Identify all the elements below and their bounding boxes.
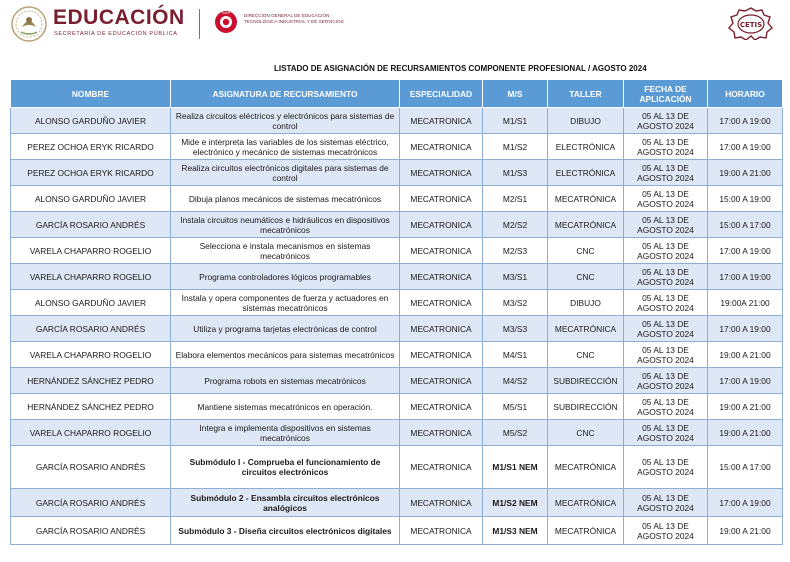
cell-especialidad: MECATRONICA — [400, 489, 483, 517]
document-title: LISTADO DE ASIGNACIÓN DE RECURSAMIENTOS COMPONENTE PROFESIONAL / AGOSTO 2024 — [274, 64, 647, 73]
cell-ms: M3/S2 — [483, 290, 548, 316]
cell-ms: M5/S1 — [483, 394, 548, 420]
cell-nombre: VARELA CHAPARRO ROGELIO — [11, 264, 171, 290]
cell-ms: M2/S2 — [483, 212, 548, 238]
cell-ms: M2/S1 — [483, 186, 548, 212]
cell-ms: M3/S1 — [483, 264, 548, 290]
cell-nombre: GARCÍA ROSARIO ANDRÉS — [11, 446, 171, 489]
cell-asignatura: Dibuja planos mecánicos de sistemas mecatrónicos — [171, 186, 400, 212]
column-header-horario: HORARIO — [708, 80, 783, 108]
cell-nombre: VARELA CHAPARRO ROGELIO — [11, 342, 171, 368]
cell-taller: SUBDIRECCIÓN — [548, 394, 624, 420]
national-emblem-logo — [10, 5, 48, 43]
cell-asignatura: Programa robots en sistemas mecatrónicos — [171, 368, 400, 394]
cell-nombre: VARELA CHAPARRO ROGELIO — [11, 420, 171, 446]
cell-asignatura: Instala circuitos neumáticos e hidráulicos en dispositivos mecatrónicos — [171, 212, 400, 238]
page-header — [0, 0, 790, 50]
table-header-row — [11, 80, 783, 108]
dgeti-logo-text: DGETI — [222, 12, 230, 16]
cell-ms: M4/S2 — [483, 368, 548, 394]
cell-taller: CNC — [548, 264, 624, 290]
cell-fecha: 05 AL 13 DE AGOSTO 2024 — [624, 290, 708, 316]
table-row — [11, 212, 783, 238]
cell-especialidad: MECATRONICA — [400, 446, 483, 489]
cell-especialidad: MECATRONICA — [400, 290, 483, 316]
cell-nombre: ALONSO GARDUÑO JAVIER — [11, 108, 171, 134]
cell-fecha: 05 AL 13 DE AGOSTO 2024 — [624, 212, 708, 238]
cetis-logo-text: CETIS — [739, 21, 763, 29]
cell-especialidad: MECATRONICA — [400, 186, 483, 212]
cell-taller: CNC — [548, 420, 624, 446]
cell-fecha: 05 AL 13 DE AGOSTO 2024 — [624, 517, 708, 545]
cell-especialidad: MECATRONICA — [400, 420, 483, 446]
column-header-asignatura: ASIGNATURA DE RECURSAMIENTO — [171, 80, 400, 108]
cell-asignatura: Utiliza y programa tarjetas electrónicas de control — [171, 316, 400, 342]
table-row — [11, 316, 783, 342]
assignment-table — [10, 79, 783, 545]
cell-fecha: 05 AL 13 DE AGOSTO 2024 — [624, 186, 708, 212]
cell-nombre: VARELA CHAPARRO ROGELIO — [11, 238, 171, 264]
cell-especialidad: MECATRONICA — [400, 238, 483, 264]
cell-fecha: 05 AL 13 DE AGOSTO 2024 — [624, 160, 708, 186]
cell-nombre: ALONSO GARDUÑO JAVIER — [11, 290, 171, 316]
cell-especialidad: MECATRONICA — [400, 108, 483, 134]
cell-especialidad: MECATRONICA — [400, 264, 483, 290]
cell-horario: 15:00 A 17:00 — [708, 212, 783, 238]
cell-ms: M3/S3 — [483, 316, 548, 342]
table-row — [11, 290, 783, 316]
cell-asignatura: Mantiene sistemas mecatrónicos en operación. — [171, 394, 400, 420]
cell-fecha: 05 AL 13 DE AGOSTO 2024 — [624, 489, 708, 517]
cell-horario: 15:00 A 19:00 — [708, 186, 783, 212]
cell-fecha: 05 AL 13 DE AGOSTO 2024 — [624, 134, 708, 160]
cell-taller: MECATRÓNICA — [548, 517, 624, 545]
cell-especialidad: MECATRONICA — [400, 134, 483, 160]
cell-ms: M1/S1 — [483, 108, 548, 134]
table-row — [11, 446, 783, 489]
brand-title: EDUCACIÓN — [53, 6, 185, 29]
table-row — [11, 517, 783, 545]
cell-asignatura: Submódulo I - Comprueba el funcionamiento de circuitos electrónicos — [171, 446, 400, 489]
cell-taller: DIBUJO — [548, 108, 624, 134]
cell-horario: 19:00 A 21:00 — [708, 394, 783, 420]
cell-horario: 17:00 A 19:00 — [708, 238, 783, 264]
cell-nombre: GARCÍA ROSARIO ANDRÉS — [11, 212, 171, 238]
cell-especialidad: MECATRONICA — [400, 394, 483, 420]
cell-nombre: PEREZ OCHOA ERYK RICARDO — [11, 134, 171, 160]
table-body — [11, 108, 783, 545]
cell-ms: M5/S2 — [483, 420, 548, 446]
cell-taller: MECATRÓNICA — [548, 212, 624, 238]
cell-taller: MECATRÓNICA — [548, 489, 624, 517]
cell-asignatura: Programa controladores lógicos programables — [171, 264, 400, 290]
table-row — [11, 264, 783, 290]
cell-fecha: 05 AL 13 DE AGOSTO 2024 — [624, 446, 708, 489]
column-header-taller: TALLER — [548, 80, 624, 108]
cell-ms: M1/S3 — [483, 160, 548, 186]
cell-nombre: HERNÁNDEZ SÁNCHEZ PEDRO — [11, 368, 171, 394]
cell-fecha: 05 AL 13 DE AGOSTO 2024 — [624, 108, 708, 134]
cell-horario: 17:00 A 19:00 — [708, 108, 783, 134]
cell-fecha: 05 AL 13 DE AGOSTO 2024 — [624, 238, 708, 264]
cell-nombre: GARCÍA ROSARIO ANDRÉS — [11, 489, 171, 517]
cell-asignatura: Submódulo 2 - Ensambla circuitos electrónicos analógicos — [171, 489, 400, 517]
table-row — [11, 238, 783, 264]
table-row — [11, 394, 783, 420]
column-header-fecha: FECHA DE APLICACIÓN — [624, 80, 708, 108]
cell-taller: CNC — [548, 342, 624, 368]
table-row — [11, 186, 783, 212]
table-row — [11, 108, 783, 134]
agency-name-line1: DIRECCIÓN GENERAL DE EDUCACIÓN — [244, 13, 330, 18]
cell-asignatura: Selecciona e instala mecanismos en sistemas mecatrónicos — [171, 238, 400, 264]
cell-horario: 17:00 A 19:00 — [708, 368, 783, 394]
cell-asignatura: Mide e interpreta las variables de los sistemas eléctrico, electrónico y mecánico de sistemas mecatrónicos — [171, 134, 400, 160]
header-divider — [199, 9, 200, 39]
cell-fecha: 05 AL 13 DE AGOSTO 2024 — [624, 342, 708, 368]
cell-especialidad: MECATRONICA — [400, 517, 483, 545]
cell-taller: ELECTRÓNICA — [548, 134, 624, 160]
cell-horario: 19:00 A 21:00 — [708, 420, 783, 446]
cell-horario: 17:00 A 19:00 — [708, 134, 783, 160]
cell-horario: 15:00 A 17:00 — [708, 446, 783, 489]
cetis-logo — [726, 6, 776, 40]
cell-asignatura: Integra e implementa dispositivos en sistemas mecatrónicos — [171, 420, 400, 446]
cell-fecha: 05 AL 13 DE AGOSTO 2024 — [624, 316, 708, 342]
cell-ms: M2/S3 — [483, 238, 548, 264]
cell-fecha: 05 AL 13 DE AGOSTO 2024 — [624, 420, 708, 446]
column-header-especialidad: ESPECIALIDAD — [400, 80, 483, 108]
cell-horario: 19:00 A 21:00 — [708, 342, 783, 368]
cell-horario: 19:00 A 21:00 — [708, 517, 783, 545]
cell-fecha: 05 AL 13 DE AGOSTO 2024 — [624, 394, 708, 420]
cell-asignatura: Instala y opera componentes de fuerza y actuadores en sistemas mecatrónicos — [171, 290, 400, 316]
cell-ms: M1/S3 NEM — [483, 517, 548, 545]
table-row — [11, 160, 783, 186]
column-header-nombre: NOMBRE — [11, 80, 171, 108]
cell-especialidad: MECATRONICA — [400, 342, 483, 368]
table-row — [11, 342, 783, 368]
dgeti-logo — [214, 10, 238, 34]
cell-horario: 19:00 A 21:00 — [708, 160, 783, 186]
cell-especialidad: MECATRONICA — [400, 212, 483, 238]
table-row — [11, 368, 783, 394]
cell-nombre: PEREZ OCHOA ERYK RICARDO — [11, 160, 171, 186]
cell-taller: DIBUJO — [548, 290, 624, 316]
cell-horario: 17:00 A 19:00 — [708, 316, 783, 342]
cell-asignatura: Realiza circuitos eléctricos y electrónicos para sistemas de control — [171, 108, 400, 134]
cell-taller: MECATRÓNICA — [548, 446, 624, 489]
cell-asignatura: Elabora elementos mecánicos para sistemas mecatrónicos — [171, 342, 400, 368]
cell-taller: MECATRÓNICA — [548, 316, 624, 342]
cell-asignatura: Realiza circuitos electrónicos digitales para sistemas de control — [171, 160, 400, 186]
cell-especialidad: MECATRONICA — [400, 316, 483, 342]
cell-taller: MECATRÓNICA — [548, 186, 624, 212]
cell-taller: ELECTRÓNICA — [548, 160, 624, 186]
agency-name — [244, 13, 374, 24]
cell-fecha: 05 AL 13 DE AGOSTO 2024 — [624, 368, 708, 394]
table-row — [11, 489, 783, 517]
cell-especialidad: MECATRONICA — [400, 368, 483, 394]
cell-nombre: HERNÁNDEZ SÁNCHEZ PEDRO — [11, 394, 171, 420]
cell-asignatura: Submódulo 3 - Diseña circuitos electrónicos digitales — [171, 517, 400, 545]
cell-horario: 17:00 A 19:00 — [708, 264, 783, 290]
cell-ms: M1/S1 NEM — [483, 446, 548, 489]
cell-nombre: ALONSO GARDUÑO JAVIER — [11, 186, 171, 212]
cell-taller: CNC — [548, 238, 624, 264]
brand-subtitle: SECRETARÍA DE EDUCACIÓN PÚBLICA — [54, 31, 178, 37]
agency-name-line2: TECNOLÓGICA INDUSTRIAL Y DE SERVICIOS — [244, 18, 344, 24]
cell-ms: M1/S2 — [483, 134, 548, 160]
cell-horario: 17:00 A 19:00 — [708, 489, 783, 517]
table-row — [11, 420, 783, 446]
cell-fecha: 05 AL 13 DE AGOSTO 2024 — [624, 264, 708, 290]
column-header-ms: M/S — [483, 80, 548, 108]
cell-nombre: GARCÍA ROSARIO ANDRÉS — [11, 316, 171, 342]
cell-ms: M1/S2 NEM — [483, 489, 548, 517]
cell-nombre: GARCÍA ROSARIO ANDRÉS — [11, 517, 171, 545]
cell-ms: M4/S1 — [483, 342, 548, 368]
cell-taller: SUBDIRECCIÓN — [548, 368, 624, 394]
table-row — [11, 134, 783, 160]
cell-especialidad: MECATRONICA — [400, 160, 483, 186]
cell-horario: 19:00A 21:00 — [708, 290, 783, 316]
